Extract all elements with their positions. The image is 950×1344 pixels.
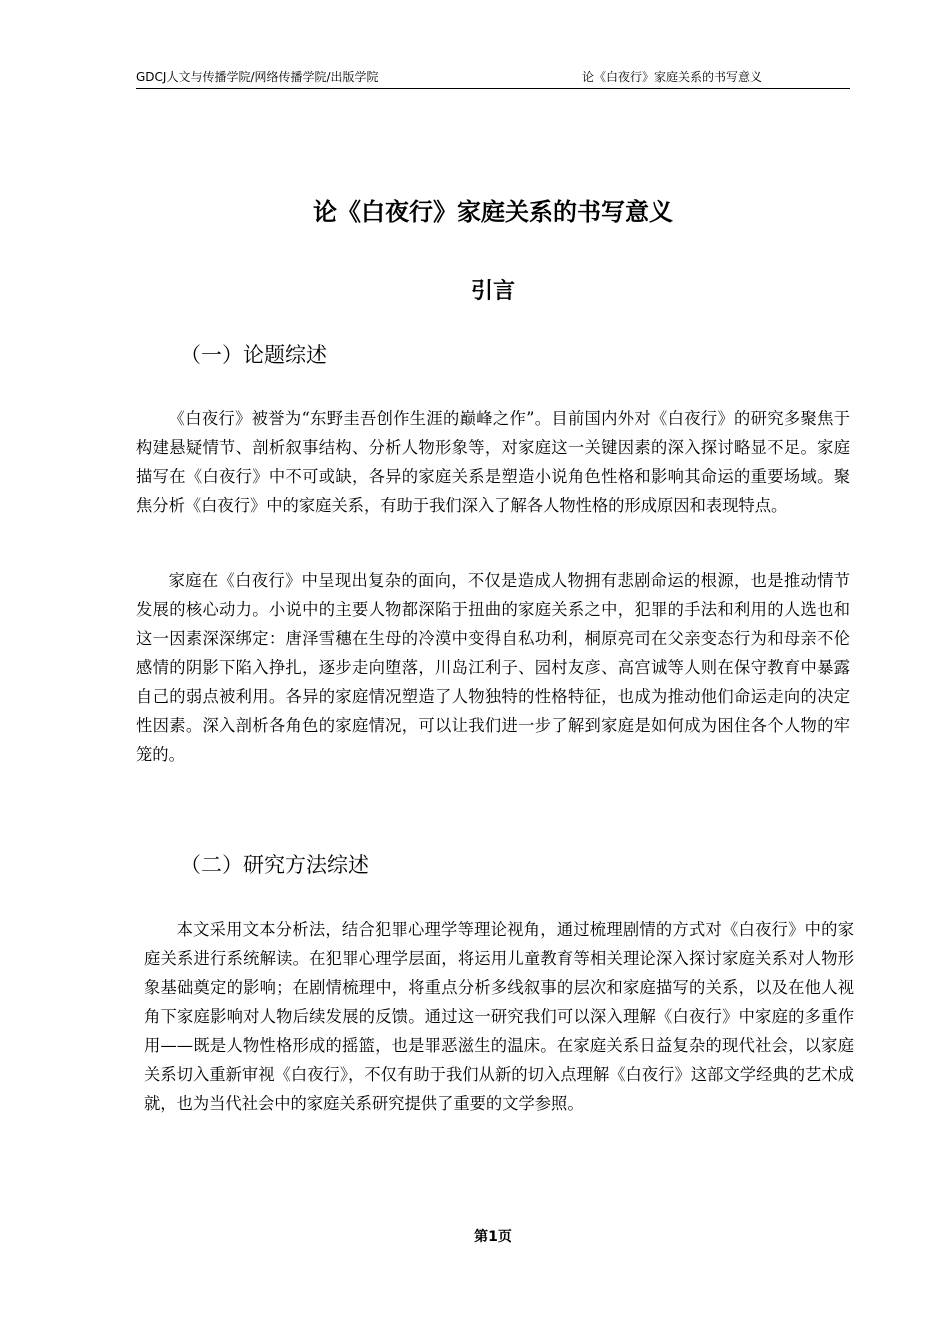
introduction-heading: 引言 [470,279,515,304]
page-header [136,68,850,89]
document-title: 论《白夜行》家庭关系的书写意义 [313,198,673,226]
section-heading-topic-overview: （一）论题综述 [180,343,327,367]
header-running-title: 论《白夜行》家庭关系的书写意义 [582,70,763,84]
paragraph-topic-overview-2: 家庭在《白夜行》中呈现出复杂的面向，不仅是造成人物拥有悲剧命运的根源，也是推动情节发展的核心动力。小说中的主要人物都深陷于扭曲的家庭关系之中，犯罪的手法和利用的人选也和这一因素深深绑定：唐泽雪穗在生母的冷漠中变得自私功利，桐原亮司在父亲变态行为和母亲不伦感情的阴影下陷入挣扎，逐步走向堕落，川岛江利子、园村友彦、高宫诚等人则在保守教育中暴露自己的弱点被利用。各异的家庭情况塑造了人物独特的性格特征，也成为推动他们命运走向的决定性因素。深入剖析各角色的家庭情况，可以让我们进一步了解到家庭是如何成为困住各个人物的牢笼的。 [136,571,850,764]
header-institution: GDCJ人文与传播学院/网络传播学院/出版学院 [136,70,379,84]
section-heading-research-methods: （二）研究方法综述 [180,853,369,877]
page-number: 第1页 [474,1229,512,1245]
paragraph-research-methods: 本文采用文本分析法，结合犯罪心理学等理论视角，通过梳理剧情的方式对《白夜行》中的家庭关系进行系统解读。在犯罪心理学层面，将运用儿童教育等相关理论深入探讨家庭关系对人物形象基础奠定的影响；在剧情梳理中，将重点分析多线叙事的层次和家庭描写的关系，以及在他人视角下家庭影响对人物后续发展的反馈。通过这一研究我们可以深入理解《白夜行》中家庭的多重作用——既是人物性格形成的摇篮，也是罪恶滋生的温床。在家庭关系日益复杂的现代社会，以家庭关系切入重新审视《白夜行》，不仅有助于我们从新的切入点理解《白夜行》这部文学经典的艺术成就，也为当代社会中的家庭关系研究提供了重要的文学参照。 [144,920,854,1113]
paragraph-topic-overview-1: 《白夜行》被誉为“东野圭吾创作生涯的巅峰之作”。目前国内外对《白夜行》的研究多聚焦于构建悬疑情节、剖析叙事结构、分析人物形象等，对家庭这一关键因素的深入探讨略显不足。家庭描写在《白夜行》中不可或缺，各异的家庭关系是塑造小说角色性格和影响其命运的重要场域。聚焦分析《白夜行》中的家庭关系，有助于我们深入了解各人物性格的形成原因和表现特点。 [136,409,850,515]
